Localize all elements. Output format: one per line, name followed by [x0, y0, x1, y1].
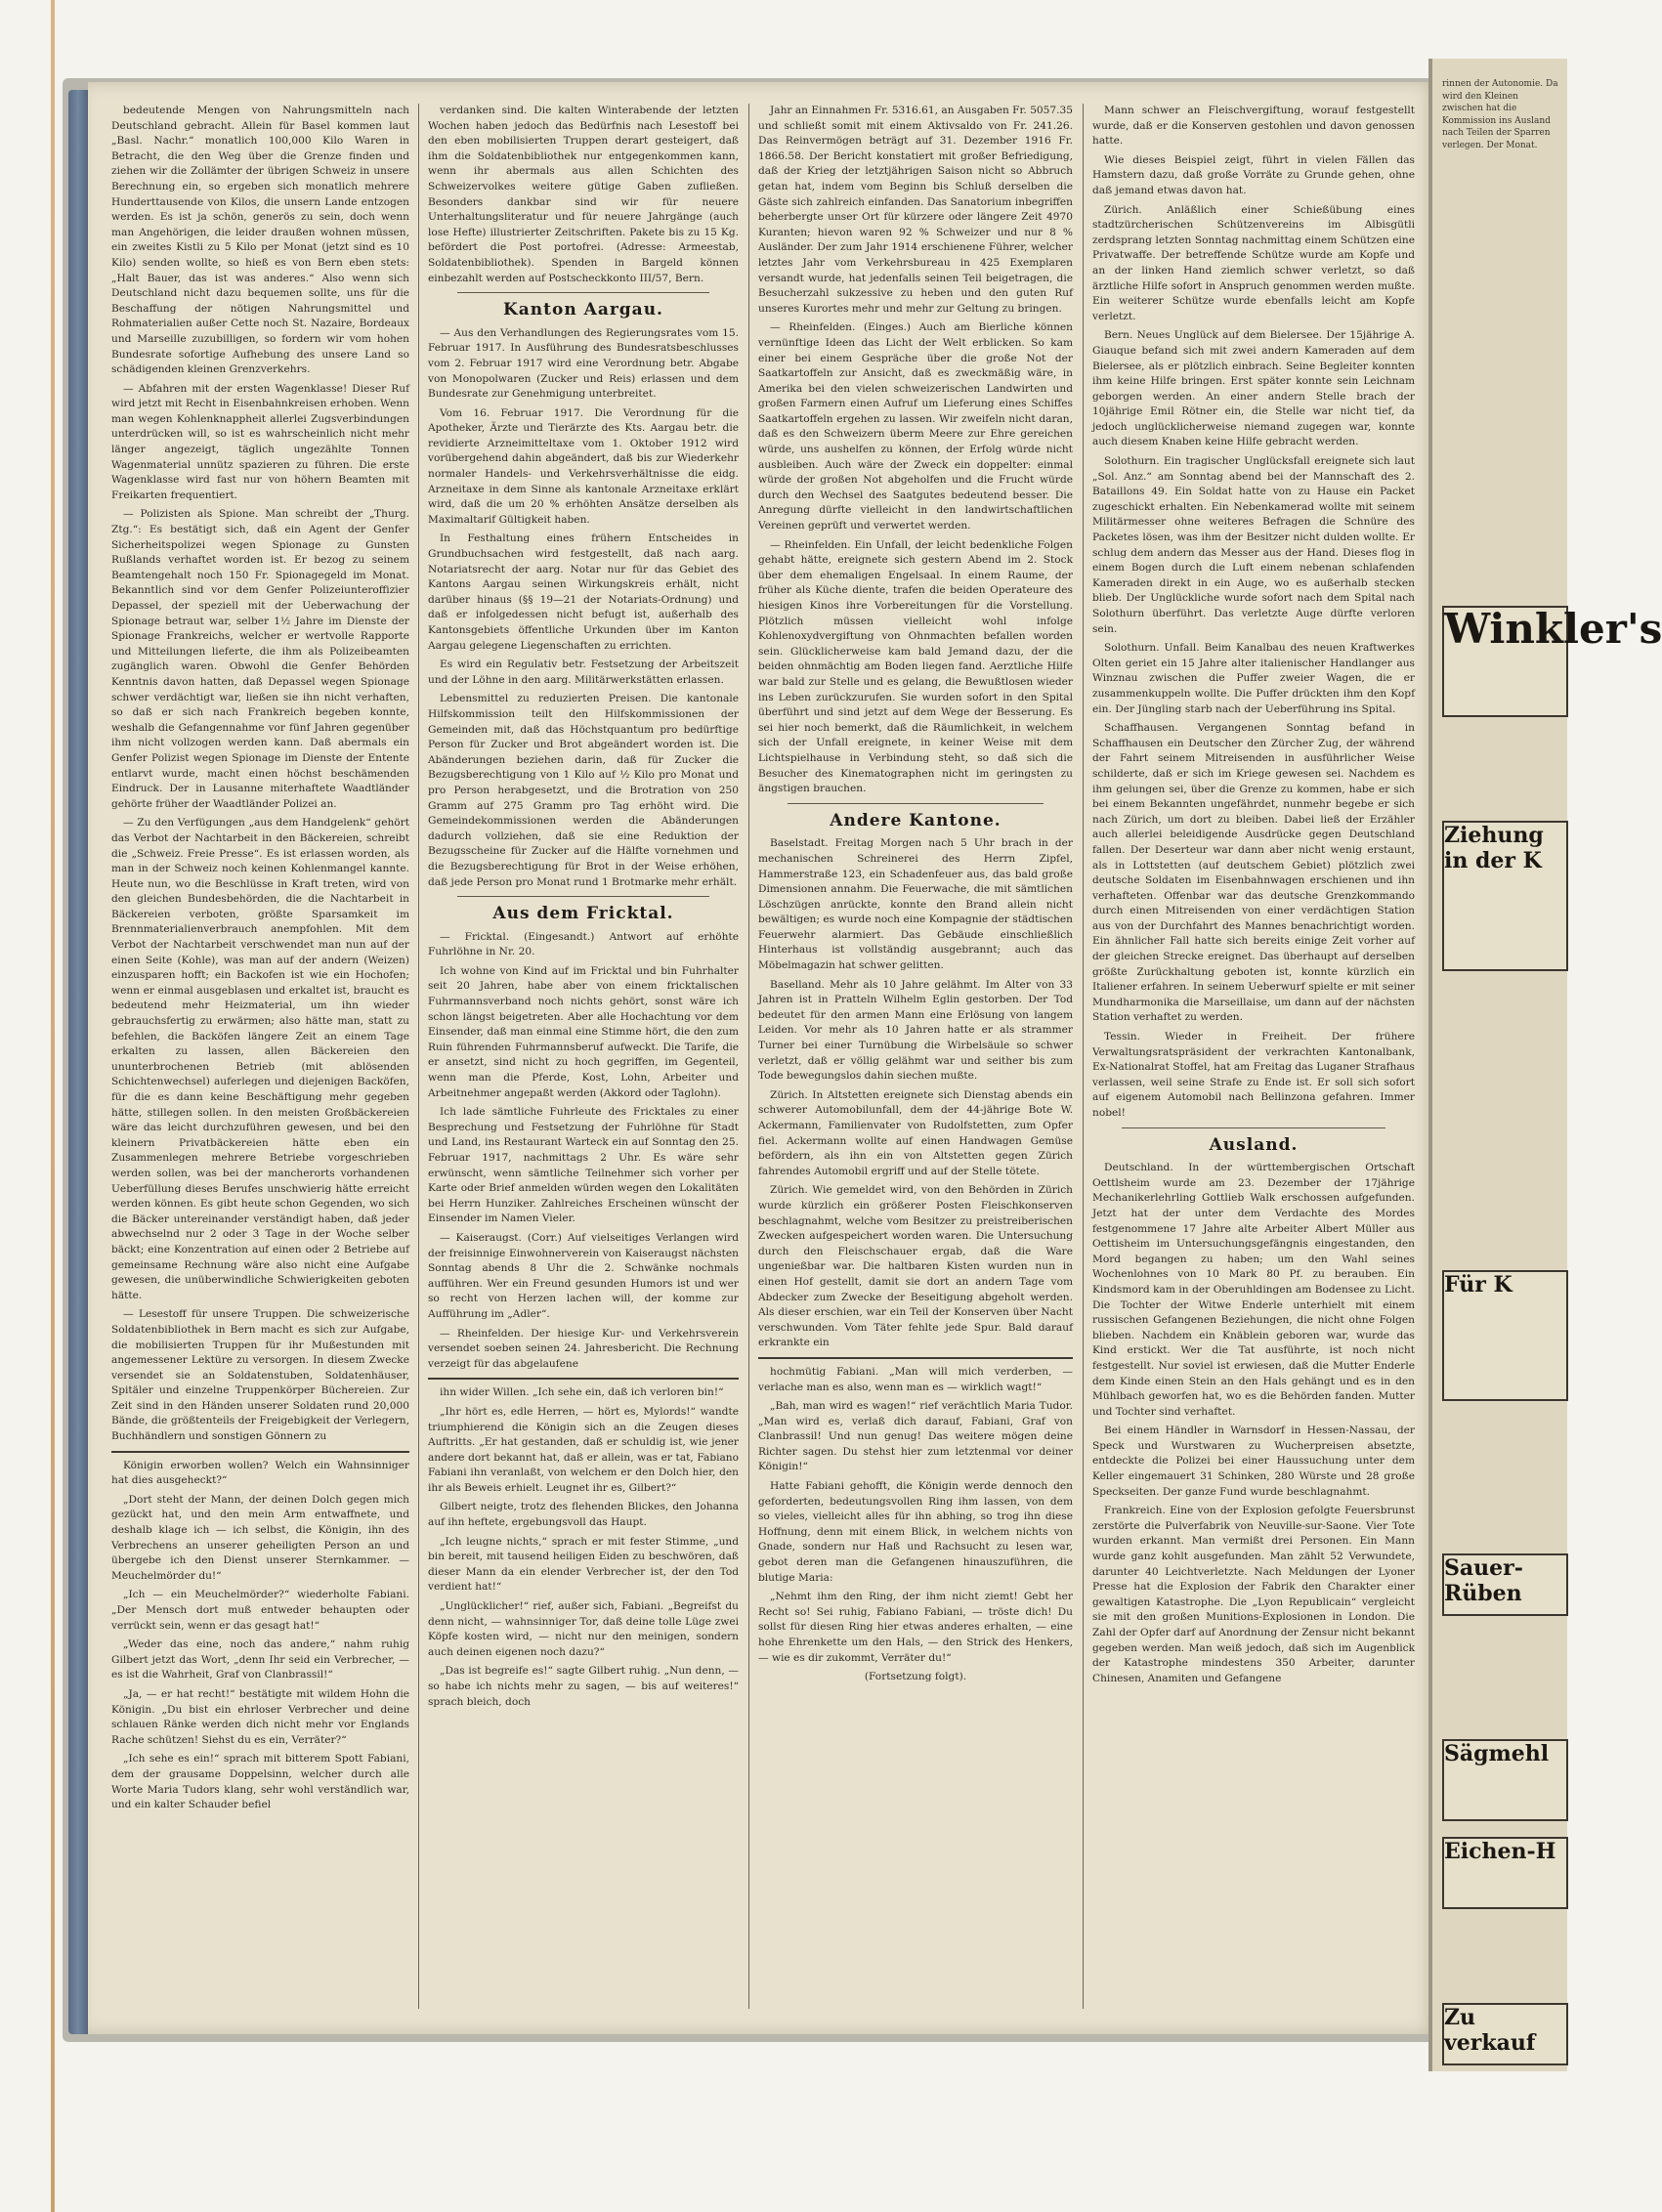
article-paragraph: Zürich. In Altstetten ereignete sich Dienstag abends ein schwerer Automobilunfall, dem der 44-jährige Bote W. Ackermann, Familienvater von Rudolfstetten, zum Opfer fiel. Ackermann wollte auf einen Handwagen Gemüse befördern, als ihn ein von Altstetten gegen Zürich fahrendes Automobil ergriff und auf der Stelle tötete.: [758, 1088, 1073, 1177]
ad-ziehung-title: Ziehung: [1444, 823, 1544, 848]
article-paragraph: Wie dieses Beispiel zeigt, führt in vielen Fällen das Hamstern dazu, daß große Vorräte zu Grunde gehen, ohne daß jemand etwas davon hat.: [1092, 153, 1415, 196]
article-paragraph: Solothurn. Ein tragischer Unglücksfall ereignete sich laut „Sol. Anz.“ am Sonntag abend bei der Mannschaft des 2. Bataillons 49. Ein Soldat hatte von zu Hause ein Packet zugeschickt erhalten. Ein Nebenkamerad wollte mit seinem Militärmesser ohne weiteres Befragen die Schnüre des Packetes lösen, was ihm der Besitzer nicht dulden wollte. Er schlug dem andern das Messer aus der Hand. Dieses flog in einem Bogen durch die Luft einem nebenan schlafenden Kameraden direkt in ein Auge, wo es außerhalb stecken blieb. Der Unglückliche wurde sofort nach dem Spital nach Solothurn überführt. Das verletzte Auge dürfte verloren sein.: [1092, 455, 1415, 635]
article-paragraph: Schaffhausen. Vergangenen Sonntag befand in Schaffhausen ein Deutscher den Zürcher Zug, der während der Fahrt seinem Mitreisenden in ausführlicher Weise schilderte, daß er sich im Kriege gewesen sei. Nachdem es ihm gelungen sei, über die Grenze zu kommen, habe er sich bei einem Bekannten ungefährdet, nunmehr begebe er sich nach Zürich, um dort zu bleiben. Dabei ließ der Erzähler auch allerlei beleidigende Ausdrücke gegen Deutschland fallen. Der Deserteur war dann aber nicht wenig erstaunt, als in Lottstetten (auf deutschem Gebiet) plötzlich zwei deutsche Soldaten im Eisenbahnwagen erschienen und ihn verhafteten. Offenbar war das deutsche Grenzkommando durch einen Mitreisenden von einer verdächtigen Station aus von der Durchfahrt des Mannes benachrichtigt worden. Ein ähnlicher Fall hatte sich bereits einige Zeit vorher auf der gleichen Strecke ereignet. Das überhaupt auf derselben größte Zurückhaltung geboten ist, konnte kürzlich ein Italiener erfahren. In seinem Ueberwurf spielte er mit seiner Mundharmonika die Marseillaise, um dann auf der nächsten Station verhaftet zu werden.: [1092, 722, 1415, 1024]
feuilleton-rule: [428, 1378, 739, 1380]
heading-fricktal: Aus dem Fricktal.: [492, 904, 674, 924]
article-paragraph: Jahr an Einnahmen Fr. 5316.61, an Ausgaben Fr. 5057.35 und schließt somit mit einem Aktivsaldo von Fr. 241.26. Das Reinvermögen beträgt auf 31. Dezember 1916 Fr. 1866.58. Der Bericht konstatiert mit großer Befriedigung, daß der Krieg der letztjährigen Saison nicht so Abbruch getan hat, indem vom Beginn bis Schluß derselben die Gäste sich zahlreich einfanden. Das Sanatorium inbegriffen beherbergte unser Ort für kürzere oder längere Zeit 4970 Kuranten; hievon waren 92 % Schweizer und nur 8 % Ausländer. Der zum Jahr 1914 erschienene Führer, welcher letztes Jahr vom Verkehrsbureau in 425 Exemplaren versandt wurde, hat jedenfalls seinen Teil beigetragen, die Besucherzahl sukzessive zu heben und den guten Ruf unseres Kurortes mehr und mehr zur Geltung zu bringen.: [758, 105, 1073, 315]
article-paragraph: „Nehmt ihm den Ring, der ihm nicht ziemt! Gebt her Recht so! Sei ruhig, Fabiano Fabiani, — tröste dich! Du sollst für diesen Ring hier etwas anderes erhalten, — eine hohe Ehrenkette um den Hals, — den Strick des Henkers, — wie es dir zukommt, Verräter du!“: [758, 1591, 1073, 1664]
ad-zu-verkaufen: [1442, 2003, 1568, 2065]
article-paragraph: Königin erworben wollen? Welch ein Wahnsinniger hat dies ausgeheckt?“: [111, 1459, 409, 1487]
article-paragraph: Tessin. Wieder in Freiheit. Der frühere Verwaltungsratspräsident der verkrachten Kantonalbank, Ex-Nationalrat Stoffel, hat am Freitag das Luganer Strafhaus verlassen, weil seine Strafe zu Ende ist. Er soll sich sofort auf eigenem Automobil nach Bellinzona gefahren. Immer nobel!: [1092, 1031, 1415, 1119]
ad-fuer-title: Für K: [1444, 1272, 1513, 1297]
article-paragraph: — Aus den Verhandlungen des Regierungsrates vom 15. Februar 1917. In Ausführung des Bundesratsbeschlusses vom 2. Februar 1917 wird eine Verordnung betr. Abgabe von Monopolwaren (Zucker und Reis) erlassen und dem Bundesrate zur Genehmigung unterbreitet.: [428, 326, 739, 401]
ad-sauer-rueben: [1442, 1553, 1568, 1616]
article-paragraph: — Rheinfelden. (Einges.) Auch am Bierliche können vernünftige Ideen das Licht der Welt erblicken. So kam einer bei einem Gespräche über die große Not der Saatkartoffeln zur Ansicht, daß es zweckmäßig wäre, in Amerika bei den vielen schweizerischen Landwirten und großen Farmern einen Aufruf um Lieferung eines Schiffes Saatkartoffeln ergehen zu lassen. Wir zweifeln nicht daran, daß es den Schweizern überm Meere zur Ehre gereichen würde, uns aushelfen zu können, der Erfolg würde nicht ausbleiben. Auch wäre der Zweck ein doppelter: einmal würde der großen Not abgeholfen und die Frucht würde durch den Wechsel des Saatgutes bedeutend besser. Die Anregung dürfte vielleicht in den landwirtschaftlichen Vereinen geprüft und verwertet werden.: [758, 321, 1073, 532]
article-paragraph: Baselstadt. Freitag Morgen nach 5 Uhr brach in der mechanischen Schreinerei des Herrn Zipfel, Hammerstraße 123, ein Schadenfeuer aus, das bald große Dimensionen annahm. Die Feuerwache, die mit sämtlichen Löschzügen anrückte, konnte den Brand allein nicht bewältigen; es wurde noch eine Kompagnie der städtischen Feuerwehr alarmiert. Das Gebäude einschließlich Hinterhaus ist vollständig ausgebrannt; auch das Möbelmagazin hat schwer gelitten.: [758, 837, 1073, 972]
col2-aargau: [428, 326, 739, 890]
article-paragraph: Gilbert neigte, trotz des flehenden Blickes, den Johanna auf ihn heftete, ergebungsvoll das Haupt.: [428, 1501, 739, 1529]
column-1: [111, 104, 409, 2009]
article-paragraph: — Polizisten als Spione. Man schreibt der „Thurg. Ztg.“: Es bestätigt sich, daß ein Agent der Genfer Sicherheitspolizei wegen Spionage zu Gunsten Rußlands verhaftet worden ist. Er bezog zu seinem Beamtengehalt noch 150 Fr. Spionagegeld im Monat. Bekanntlich sind vor dem Genfer Polizeiunteroffizier Depassel, der speziell mit der Ueberwachung der Spionage betraut war, selber 1½ Jahre im Dienste der Spionage Frankreichs, welcher er wertvolle Rapporte und Mitteilungen lieferte, die ihm als Polizeibeamten zugänglich waren. Obwohl die Genfer Behörden Kenntnis davon hatten, daß Depassel wegen Spionage schwer verdächtigt war, ließen sie ihn nicht verhaften, so daß er sich nach Frankreich begeben konnte, weshalb die Gefangennahme vor fünf Jahren gegenüber ihm nicht vollzogen werden kann. Daß abermals ein Genfer Polizist wegen Spionage im Dienste der Entente entlarvt wurde, macht einen höchst beschämenden Eindruck. Der in Lausanne miterhaftete Waadtländer gehörte früher der Waadtländer Polizei an.: [111, 508, 409, 810]
article-paragraph: — Kaiseraugst. (Corr.) Auf vielseitiges Verlangen wird der freisinnige Einwohnerverein von Kaiseraugst nächsten Sonntag abends 8 Uhr die 2. Schwänke nochmals aufführen. Wer ein Freund gesunden Humors ist und wer so recht von Herzen lachen will, der komme zur Aufführung im „Adler“.: [428, 1231, 739, 1320]
article-paragraph: „Ja, — er hat recht!“ bestätigte mit wildem Hohn die Königin. „Du bist ein ehrloser Verbrecher und deine schlauen Ränke werden dich nicht mehr vor Englands Rache schützen! Siehst du es ein, Verräter?“: [111, 1687, 409, 1746]
article-paragraph: Ich wohne von Kind auf im Fricktal und bin Fuhrhalter seit 20 Jahren, habe aber von einem fricktalischen Fuhrmannsverband noch nichts gehört, sonst wäre ich schon längst beigetreten. Aber alle Hochachtung vor dem Einsender, daß man einmal eine Stimme hört, die den zum Ruin führenden Fuhrmannsberuf aufweckt. Die Tarife, die er ansetzt, sind nicht zu hoch gegriffen, im Gegenteil, wenn man die Pferde, Kost, Lohn, Arbeiter und Arbeitnehmer angepaßt werden (Akkord oder Taglohn).: [428, 964, 739, 1099]
article-paragraph: ihn wider Willen. „Ich sehe ein, daß ich verloren bin!“: [440, 1386, 724, 1399]
article-paragraph: — Rheinfelden. Ein Unfall, der leicht bedenkliche Folgen gehabt hätte, ereignete sich gestern Abend im 2. Stock über dem ehemaligen Engelsaal. In einem Raume, der früher als Küche diente, trafen die beiden Operateure des hiesigen Kinos ihre Vorbereitungen für die Vorstellung. Plötzlich müssen vielleicht wohl infolge Kohlenoxydvergiftung von Ohnmachten befallen worden sein. Glücklicherweise kam bald Jemand dazu, der die beiden ohnmächtig am Boden liegen fand. Aerztliche Hilfe war bald zur Stelle und es gelang, die Bewußtlosen wieder ins Leben zurückzurufen. Sie wurden sofort in den Spital überführt und sind jetzt auf dem Wege der Besserung. Es sei hier noch bemerkt, daß die Räumlichkeit, in welchem sich der Unfall ereignete, in keiner Weise mit dem Lichtspielhause in Verbindung steht, so daß sich die Besucher des Kinematographen nicht im geringsten zu ängstigen brauchen.: [758, 538, 1073, 795]
book-spine: [68, 90, 88, 2034]
article-paragraph: Es wird ein Regulativ betr. Festsetzung der Arbeitszeit und der Löhne in den aarg. Militärwerkstätten erlassen.: [428, 659, 739, 686]
feuilleton-rule: [758, 1357, 1073, 1359]
column-2: [428, 104, 739, 2009]
heading-ausland: Ausland.: [1209, 1134, 1299, 1155]
article-paragraph: Mann schwer an Fleischvergiftung, worauf festgestellt wurde, daß er die Konserven gestohlen und davon genossen hatte.: [1092, 105, 1415, 148]
article-paragraph: Bern. Neues Unglück auf dem Bielersee. Der 15jährige A. Giauque befand sich mit zwei andern Kameraden auf dem Bielersee, als er plötzlich einbrach. Seine Begleiter konnten ihm keine Hilfe bringen. Erst später konnte sein Leichnam geborgen werden. An einer andern Stelle brach der 10jährige Emil Rötner ein, die Stelle war nicht tief, da jedoch unglücklicherweise niemand zugegen war, konnte auch diesem Knaben keine Hilfe gebracht werden.: [1092, 329, 1415, 448]
binder-cord: [51, 0, 55, 2212]
col2-serial: [428, 1385, 739, 1710]
col3-body: [758, 104, 1073, 797]
ad-winklers: [1442, 605, 1662, 717]
article-paragraph: „Dort steht der Mann, der deinen Dolch gegen mich gezückt hat, und den mein Arm entwaffnete, und deshalb klage ich — ich selbst, die Königin, ihn des Verbrechens an unserer geheiligten Person an und übergebe ich den Dienst unserer Sternkammer. — Meuchelmörder du!“: [111, 1493, 409, 1582]
facing-page: [1428, 59, 1662, 2071]
col1-serial: [111, 1459, 409, 1813]
article-paragraph: hochmütig Fabiani. „Man will mich verderben, — verlache man es also, wenn man es — wirklich wagt!“: [758, 1365, 1073, 1393]
article-paragraph: bedeutende Mengen von Nahrungsmitteln nach Deutschland gebracht. Allein für Basel kommen laut „Basl. Nachr.“ monatlich 100,000 Kilo Waren in Betracht, die den Weg über die Grenze finden und ziehen wir die Zollämter der übrigen Schweiz in unsere Berechnung ein, so ergeben sich monatlich mehrere Hunderttausende von Kilos, die unsern Lande entzogen werden. Es ist ja schön, generös zu sein, doch wenn man Angehörigen, die leider draußen wohnen müssen, ein zweites Kistli zu 5 Kilo per Monat (jetzt sind es 10 Kilo) senden wollte, so hieß es von Bern eben stets: „Halt Bauer, das ist was anderes.“ Also wenn sich Deutschland nicht dazu bequemen sollte, uns für die Beschaffung der nötigen Nahrungsmittel und Rohmaterialien außer Cette noch St. Nazaire, Bordeaux und Marseille zuzubilligen, so fordern wir vom hohen Bundesrate sofortige Aufhebung des unsere Land so schädigenden kleinen Grenzverkehrs.: [111, 105, 409, 376]
article-paragraph: Deutschland. In der württembergischen Ortschaft Oettlsheim wurde am 23. Dezember der 17jährige Mechanikerlehrling Gottlieb Walk erschossen aufgefunden. Jetzt hat der unter dem Verdachte des Mordes festgenommene 17 Jahre alte Arbeiter Albert Müller aus Oettisheim im Untersuchungsgefängnis eingestanden, den Mord begangen zu haben; um den Wahl seines Wochenlohnes von 10 Mark 80 Pf. zu berauben. Ein Kindsmord kam in der Oberuhldingen am Bodensee zu Licht. Die Tochter der Witwe Enderle unterhielt mit einem russischen Gefangenen Beziehungen, die nicht ohne Folgen blieben. Nachdem ein Knäblein geboren war, wurde das Kind erstickt. Wer die Tat ausführte, ist noch nicht festgestellt. Nur soviel ist erwiesen, daß die Mutter Enderle dem Kinde einen Stein an den Hals gehängt und es in den Mühlbach geworfen hat, wo es die Behörden fanden. Mutter und Tochter sind verhaftet.: [1092, 1162, 1415, 1418]
column-4: [1092, 104, 1415, 2009]
column-rule: [748, 104, 749, 2009]
ad-ziehung: [1442, 821, 1568, 971]
section-rule: [457, 896, 709, 897]
newspaper-page: [88, 82, 1436, 2034]
col3-serial: [758, 1365, 1073, 1666]
article-paragraph: Vom 16. Februar 1917. Die Verordnung für die Apotheker, Ärzte und Tierärzte des Kts. Aargau betr. die revidierte Arzneimitteltaxe vom 1. Oktober 1912 wird vorübergehend dahin abgeändert, daß bis zur Wiederkehr normaler Handels- und Verkehrsverhältnisse die eidg. Arzneitaxe in dem Sinne als kantonale Arzneitaxe erklärt wird, daß die um 20 % erhöhten Ansätze derselben als Maximaltarif Gültigkeit haben.: [428, 406, 739, 526]
col2-body: [428, 104, 739, 286]
heading-kanton-aargau: Kanton Aargau.: [503, 300, 663, 320]
continuation-note: (Fortsetzung folgt).: [864, 1671, 967, 1683]
article-paragraph: „Weder das eine, noch das andere,“ nahm ruhig Gilbert jetzt das Wort, „denn Ihr seid ein Verbrecher, — es ist die Wahrheit, Graf von Clanbrassil!“: [111, 1638, 409, 1681]
col4-body: [1092, 104, 1415, 1122]
column-rule: [418, 104, 419, 2009]
article-paragraph: Frankreich. Eine von der Explosion gefolgte Feuersbrunst zerstörte die Pulverfabrik von Neuville-sur-Saone. Vier Tote wurden erkannt. Man vermißt drei Personen. Ein Mann wurde ganz kohlt ausgefunden. Man zählt 52 Verwundete, darunter 40 Leichtverletzte. Nach Meldungen der Lyoner Presse hat die Explosion der Fabrik den Charakter einer gewaltigen Katastrophe. Die „Lyon Republicain“ vergleicht sie mit den großen Munitions-Explosionen in London. Die Zahl der Opfer darf auf Anordnung der Zensur nicht bekannt gegeben werden. Man weiß jedoch, daß sich im Augenblick der Katastrophe mindestens 350 Arbeiter, darunter Chinesen, Anamiten und Gefangene: [1092, 1505, 1415, 1684]
feuilleton-rule: [111, 1451, 409, 1453]
ad-eichen: [1442, 1837, 1568, 1909]
column-3: [758, 104, 1073, 2009]
ad-ziehung-sub: in der K: [1444, 848, 1542, 873]
ad-fuer: [1442, 1270, 1568, 1401]
heading-andere-kantone: Andere Kantone.: [830, 810, 1001, 830]
ad-eichen-title: Eichen-H: [1444, 1839, 1556, 1864]
article-paragraph: — Zu den Verfügungen „aus dem Handgelenk“ gehört das Verbot der Nachtarbeit in den Bäckereien, schreibt die „Schweiz. Freie Presse“. Es ist erlassen worden, als man in der Schweiz noch keinen Kohlenmangel kannte. Heute nun, wo die Beschlüsse in Kraft treten, wird von den gleichen Bundesbehörden, die die Nachtarbeit in Bäckereien verboten, größte Sparsamkeit im Brennmaterialienverbrauch anempfohlen. Mit dem Verbot der Nachtarbeit verschwendet man nun auf der einen Seite (Kohle), was man auf der andern (Weizen) einzusparen hofft; ein Backofen ist wie ein Hochofen; wenn er einmal ausgeblasen und erkaltet ist, braucht es bedeutend mehr Heizmaterial, um ihn wieder gebrauchsfertig zu erwärmen; also hätte man, statt zu befehlen, die Backöfen längere Zeit an einem Tage erkalten zu lassen, allen Bäckereien den ununterbrochenen Betrieb (mit ablösenden Schichtenwechsel) auferlegen und diejenigen Backöfen, für die es dann keine Beschäftigung mehr gegeben hätte, stillegen sollen. In den meisten Großbäckereien wäre das leicht durchzuführen gewesen, und bei den kleinern Privatbäckereien hätte eben ein Zusammenlegen mehrere Betriebe vorgeschrieben werden sollen, was bei der mancherorts vorhandenen Ueberfüllung dieses Berufes unschwierig hätte erreicht werden können. Es gibt heute schon Gegenden, wo sich die Bäcker untereinander verständigt haben, daß jeder abwechselnd nur 2 oder 3 Tage in der Woche selber bäckt; eine Konzentration auf einen oder 2 Betriebe auf gemeinsame Rechnung wäre also nicht eine Aufgabe gewesen, die unüberwindliche Schwierigkeiten geboten hätte.: [111, 817, 409, 1301]
col3-kantone: [758, 836, 1073, 1351]
article-paragraph: „Bah, man wird es wagen!“ rief verächtlich Maria Tudor. „Man wird es, verlaß dich darauf, Fabiani, Graf von Clanbrassil! Und nun genug! Das weitere mögen deine Richter sagen. Du stehst hier zum letztenmal vor deiner Königin!“: [758, 1400, 1073, 1473]
article-paragraph: Ich lade sämtliche Fuhrleute des Fricktales zu einer Besprechung und Festsetzung der Fuhrlöhne für Stadt und Land, ins Restaurant Warteck ein auf Sonntag den 25. Februar 1917, nachmittags 2 Uhr. Es wäre sehr erwünscht, wenn sämtliche Teilnehmer sich vorher per Karte oder Brief anmelden würden wegen den Lokalitäten bei Herrn Hunziker. Zahlreiches Erscheinen wünscht der Einsender im Namen Vieler.: [428, 1106, 739, 1225]
section-rule: [1122, 1127, 1385, 1128]
ad-sauer-rueben-title: Sauer-Rüben: [1444, 1555, 1523, 1606]
article-paragraph: — Lesestoff für unsere Truppen. Die schweizerische Soldatenbibliothek in Bern macht es sich zur Aufgabe, die mobilisierten Truppen für ihr Mußestunden mit angemessener Lektüre zu versorgen. In diesem Zwecke versendet sie an Soldatenstuben, Soldatenhäuser, Spitäler und einzelne Truppenkörper Büchereien. Zur Zeit sind in den Händen unserer Soldaten rund 20,000 Bände, die größtenteils der Freigebigkeit der Verlegern, Buchhändlern und sonstigen Gönnern zu: [111, 1308, 409, 1443]
article-paragraph: — Abfahren mit der ersten Wagenklasse! Dieser Ruf wird jetzt mit Recht in Eisenbahnkreisen erhoben. Wenn man wegen Kohlenknappheit allerlei Zugsverbindungen unterdrücken will, so ist es wahrscheinlich nicht mehr länger angezeigt, täglich ungezählte Tonnen Wagenmaterial unnütz spazieren zu führen. Die erste Wagenklasse wird fast nur von höhern Beamten mit Freikarten frequentiert.: [111, 382, 409, 501]
article-paragraph: „Ihr hört es, edle Herren, — hört es, Mylords!“ wandte triumphierend die Königin sich an die Zeugen dieses Auftritts. „Er hat gestanden, daß er schuldig ist, wie jener andere dort bekannt hat, daß er allein, was er tat, Fabiano Fabiani ihn veranlaßt, von welchem er den Dolch hier, den ihr als Beweis erhielt. Leugnet ihr es, Gilbert?“: [428, 1405, 739, 1494]
article-paragraph: „Ich — ein Meuchelmörder?“ wiederholte Fabiani. „Der Mensch dort muß entweder behaupten oder verrückt sein, wenn er das gesagt hat!“: [111, 1589, 409, 1632]
ad-winklers-title: Winkler's: [1444, 605, 1662, 653]
ad-saegmehl-title: Sägmehl: [1444, 1741, 1550, 1766]
col1-body: [111, 104, 409, 1445]
ad-zu-verkaufen-title: Zu verkauf: [1444, 2005, 1536, 2056]
article-paragraph: „Das ist begreife es!“ sagte Gilbert ruhig. „Nun denn, — so habe ich nichts mehr zu sagen, — bis auf weiteres!“ sprach bleich, doch: [428, 1665, 739, 1708]
article-paragraph: — Fricktal. (Eingesandt.) Antwort auf erhöhte Fuhrlöhne in Nr. 20.: [428, 930, 739, 958]
article-paragraph: „Ich sehe es ein!“ sprach mit bitterem Spott Fabiani, dem der grausame Doppelsinn, welcher durch alle Worte Maria Tudors klang, sehr wohl verständlich war, und ein kalter Schauder befiel: [111, 1753, 409, 1811]
ad-saegmehl: [1442, 1739, 1568, 1821]
article-paragraph: In Festhaltung eines frühern Entscheides in Grundbuchsachen wird festgestellt, daß nach aarg. Notariatsrecht der aarg. Notar nur für das Gebiet des Kantons Aargau seinen Wirkungskreis erhält, nicht darüber hinaus (§§ 19—21 der Notariats-Ordnung) und daß er infolgedessen nicht befugt ist, außerhalb des Kantonsgebiets öffentliche Urkunden über im Kanton Aargau gelegene Liegenschaften zu errichten.: [428, 532, 739, 652]
section-rule: [457, 292, 709, 293]
article-paragraph: Solothurn. Unfall. Beim Kanalbau des neuen Kraftwerkes Olten geriet ein 15 Jahre alter italienischer Handlanger aus Winznau zwischen die Puffer zweier Wagen, die er zusammenkuppeln wollte. Die Puffer drückten ihm den Kopf ein. Der Jüngling starb nach der Ueberführung ins Spital.: [1092, 642, 1415, 715]
section-rule: [788, 803, 1044, 804]
article-paragraph: verdanken sind. Die kalten Winterabende der letzten Wochen haben jedoch das Bedürfnis nach Lesestoff bei den eben mobilisierten Truppen derart gesteigert, daß ihm die Soldatenbibliothek nur entgegenkommen kann, wenn ihr abermals aus allen Schichten des Schweizervolkes weitere gütige Gaben zufließen. Besonders dankbar sind wir für neuere Unterhaltungsliteratur und für neuere Jahrgänge (auch lose Hefte) illustrierter Zeitschriften. Pakete bis zu 15 Kg. befördert die Post portofrei. (Adresse: Armeestab, Soldatenbibliothek). Spenden in Bargeld können einbezahlt werden auf Postscheckkonto III/57, Bern.: [428, 105, 739, 284]
article-paragraph: Zürich. Wie gemeldet wird, von den Behörden in Zürich wurde kürzlich ein größerer Posten Fleischkonserven beschlagnahmt, welche vom Besitzer zu preistreiberischen Zwecken aufgespeichert worden waren. Die Untersuchung durch den Fleischschauer ergab, daß die Ware ungenießbar war. Die haltbaren Kisten wurden nun in einen Hof gestellt, damit sie dort an andern Tage vom Abdecker zum Zwecke der Beseitigung abgeholt werden. Als dieser erschien, war ein Teil der Konserven über Nacht verschwunden. Vom Täter fehlte jede Spur. Bald darauf erkrankte ein: [758, 1184, 1073, 1349]
article-paragraph: Bei einem Händler in Warnsdorf in Hessen-Nassau, der Speck und Wurstwaren zu Wucherpreisen absetzte, entdeckte die Polizei bei einer Haussuchung unter dem Keller eingemauert 31 Schinken, 280 Würste und 28 große Speckseiten. Der ganze Fund wurde beschlagnahmt.: [1092, 1425, 1415, 1498]
article-paragraph: Hatte Fabiani gehofft, die Königin werde dennoch den geforderten, bedeutungsvollen Ring ihm lassen, von dem so vieles, vielleicht alles für ihn abhing, so trog ihn diese Hoffnung, denn mit einem Blick, in welchem nichts von Gnade, sondern nur Haß und Rachsucht zu lesen war, gebot deren man die Gefangenen hinauszuführen, die blutige Maria:: [758, 1480, 1073, 1584]
article-paragraph: Zürich. Anläßlich einer Schießübung eines stadtzürcherischen Schützenvereins im Albisgütli zerdsprang letzten Sonntag nachmittag einem Schützen eine Privatwaffe. Der betreffende Schütze wurde am Kopfe und an der linken Hand ziemlich schwer verletzt, so daß ärztliche Hilfe sofort in Anspruch genommen werden mußte. Ein weiterer Schütze wurde ebenfalls leicht am Kopfe verletzt.: [1092, 203, 1415, 322]
col4-ausland: [1092, 1161, 1415, 1686]
article-paragraph: Lebensmittel zu reduzierten Preisen. Die kantonale Hilfskommission teilt den Hilfskommissionen der Gemeinden mit, daß das Höchstquantum pro bedürftige Person für Zucker und Brot abgeändert worden ist. Die Abänderungen beziehen darin, daß für Zucker die Bezugsberechtigung von 1 Kilo auf ½ Kilo pro Monat und pro Person herabgesetzt, und die Brotration von 250 Gramm auf 275 Gramm pro Tag erhöht wird. Die Gemeindekommissionen werden die Abänderungen dadurch vollziehen, daß sie eine Reduktion der Bezugsscheine für Zucker auf die Hälfte vornehmen und die Bezugsberechtigung für Brot in der Weise erhöhen, daß jede Person pro Monat rund 1 Brotmarke mehr erhält.: [428, 693, 739, 888]
col2-fricktal: [428, 930, 739, 1373]
facing-page-text: rinnen der Autonomie. Da wird den Kleinen zwischen hat die Kommission ins Ausland nach Teilen der Sparren verlegen. Der Monat.: [1442, 79, 1558, 150]
article-paragraph: Baselland. Mehr als 10 Jahre gelähmt. Im Alter von 33 Jahren ist in Pratteln Wilhelm Eglin gestorben. Der Tod bedeutet für den armen Mann eine Erlösung von langem Leiden. Vor mehr als 10 Jahren hatte er als strammer Turner bei einer Turnübung die Wirbelsäule so schwer verletzt, daß er völlig gelähmt war und seither bis zum Tode bewegungslos dahin siechen mußte.: [758, 978, 1073, 1083]
article-paragraph: „Unglücklicher!“ rief, außer sich, Fabiani. „Begreifst du denn nicht, — wahnsinniger Tor, daß deine tolle Lüge zwei Köpfe kosten wird, — nicht nur den meinigen, sondern auch deinen eigenen noch dazu?“: [428, 1600, 739, 1658]
article-paragraph: — Rheinfelden. Der hiesige Kur- und Verkehrsverein versendet soeben seinen 24. Jahresbericht. Die Rechnung verzeigt für das abgelaufene: [428, 1327, 739, 1370]
article-paragraph: „Ich leugne nichts,“ sprach er mit fester Stimme, „und bin bereit, mit tausend heiligen Eiden zu beschwören, daß dieser Mann da ein elender Verbrecher ist, der den Tod verdient hat!“: [428, 1535, 739, 1594]
column-rule: [1083, 104, 1084, 2009]
